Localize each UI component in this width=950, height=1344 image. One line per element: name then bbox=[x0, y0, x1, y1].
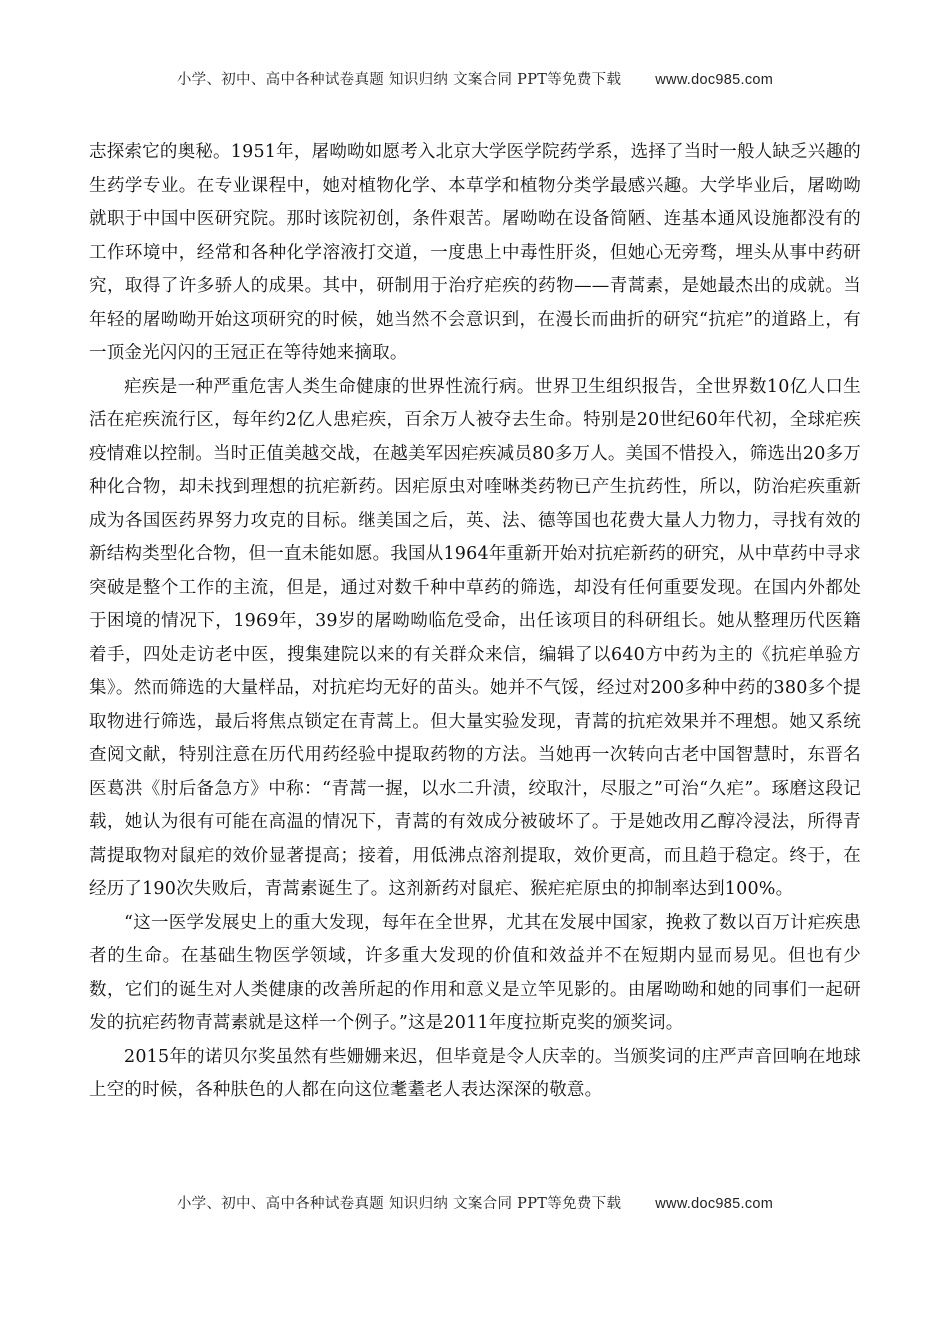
page-footer bbox=[0, 1192, 950, 1213]
paragraph-nobel: 2015年的诺贝尔奖虽然有些姗姗来迟，但毕竟是令人庆幸的。当颁奖词的庄严声音回响在地球上空的时候，各种肤色的人都在向这位耄耋老人表达深深的敬意。 bbox=[89, 1046, 861, 1100]
paragraph-malaria: 疟疾是一种严重危害人类生命健康的世界性流行病。世界卫生组织报告，全世界数10亿人口生活在疟疾流行区，每年约2亿人患疟疾，百余万人被夺去生命。特别是20世纪60年代初，全球疟疾疫情难以控制。当时正值美越交战，在越美军因疟疾减员80多万人。美国不惜投入，筛选出20多万种化合物，却未找到理想的抗疟新药。因疟原虫对喹啉类药物已产生抗药性，所以，防治疟疾重新成为各国医药界努力攻克的目标。继美国之后，英、法、德等国也花费大量人力物力，寻找有效的新结构类型化合物，但一直未能如愿。我国从1964年重新开始对抗疟新药的研究，从中草药中寻求突破是整个工作的主流，但是，通过对数千种中草药的筛选，却没有任何重要发现。在国内外都处于困境的情况下，1969年，39岁的屠呦呦临危受命，出任该项目的科研组长。她从整理历代医籍着手，四处走访老中医，搜集建院以来的有关群众来信，编辑了以640方中药为主的《抗疟单验方集》。然而筛选的大量样品，对抗疟均无好的苗头。她并不气馁，经过对200多种中药的380多个提取物进行筛选，最后将焦点锁定在青蒿上。但大量实验发现，青蒿的抗疟效果并不理想。她又系统查阅文献，特别注意在历代用药经验中提取药物的方法。当她再一次转向古老中国智慧时，东晋名医葛洪《肘后备急方》中称：“青蒿一握，以水二升渍，绞取汁，尽服之”可治“久疟”。琢磨这段记载，她认为很有可能在高温的情况下，青蒿的有效成分被破坏了。于是她改用乙醇冷浸法，所得青蒿提取物对鼠疟的效价显著提高；接着，用低沸点溶剂提取，效价更高，而且趋于稳定。终于，在经历了190次失败后，青蒿素诞生了。这剂新药对鼠疟、猴疟疟原虫的抑制率达到100%。 bbox=[89, 376, 861, 899]
header-url[interactable]: www.doc985.com bbox=[655, 72, 774, 88]
article-body bbox=[89, 136, 861, 1108]
header-text: 小学、初中、高中各种试卷真题 知识归纳 文案合同 PPT等免费下载 bbox=[176, 72, 622, 88]
page-header bbox=[0, 68, 950, 89]
paragraph-lasker-quote: “这一医学发展史上的重大发现，每年在全世界，尤其在发展中国家，挽救了数以百万计疟疾患者的生命。在基础生物医学领域，许多重大发现的价值和效益并不在短期内显而易见。但也有少数，它们的诞生对人类健康的改善所起的作用和意义是立竿见影的。由屠呦呦和她的同事们一起研发的抗疟药物青蒿素就是这样一个例子。”这是2011年度拉斯克奖的颁奖词。 bbox=[89, 912, 861, 1033]
footer-text: 小学、初中、高中各种试卷真题 知识归纳 文案合同 PPT等免费下载 bbox=[176, 1196, 622, 1212]
footer-url[interactable]: www.doc985.com bbox=[655, 1196, 774, 1212]
paragraph-continuation: 志探索它的奥秘。1951年，屠呦呦如愿考入北京大学医学院药学系，选择了当时一般人缺乏兴趣的生药学专业。在专业课程中，她对植物化学、本草学和植物分类学最感兴趣。大学毕业后，屠呦呦就职于中国中医研究院。那时该院初创，条件艰苦。屠呦呦在设备简陋、连基本通风设施都没有的工作环境中，经常和各种化学溶液打交道，一度患上中毒性肝炎，但她心无旁骛，埋头从事中药研究，取得了许多骄人的成果。其中，研制用于治疗疟疾的药物——青蒿素，是她最杰出的成就。当年轻的屠呦呦开始这项研究的时候，她当然不会意识到，在漫长而曲折的研究“抗疟”的道路上，有一顶金光闪闪的王冠正在等待她来摘取。 bbox=[89, 142, 861, 363]
